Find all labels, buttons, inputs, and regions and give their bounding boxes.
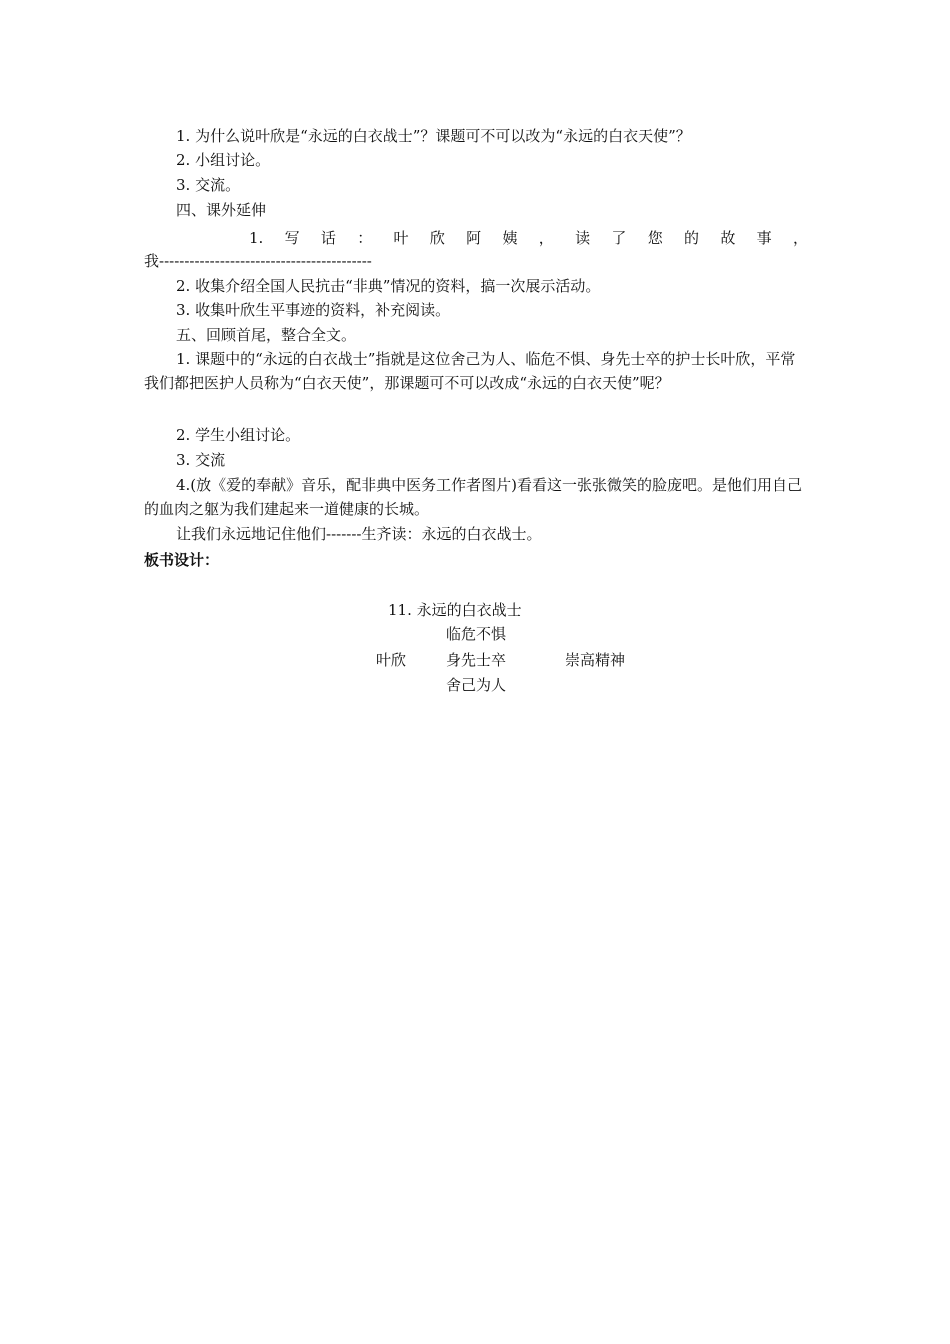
text-line-writing-prompt (249, 226, 808, 250)
text-line-group-discussion: 2. 小组讨论。 (176, 151, 271, 169)
prompt-char: ， (792, 229, 808, 247)
prompt-char: 读 (575, 229, 591, 247)
prompt-char: 您 (647, 229, 663, 247)
text-line-exchange-2: 3. 交流 (176, 451, 226, 469)
prompt-char: 话 (320, 229, 336, 247)
board-item-right: 崇高精神 (565, 651, 626, 669)
paragraph-title-discussion: 1. 课题中的“永远的白衣战士”指就是这位舍己为人、临危不惧、身先士卒的护士长叶欣，平常我们都把医护人员称为“白衣天使”，那课题可不可以改成“永远的白衣天使”呢？ (144, 350, 796, 392)
prompt-char: ： (357, 229, 373, 247)
prompt-char: ， (538, 229, 554, 247)
prompt-char: 1. (249, 229, 264, 247)
prompt-char: 事 (756, 229, 772, 247)
section-heading-review: 五、回顾首尾，整合全文。 (176, 326, 357, 344)
board-item-left: 叶欣 (376, 651, 407, 669)
prompt-char: 姨 (502, 229, 518, 247)
prompt-char: 了 (611, 229, 627, 247)
board-design-heading: 板书设计： (144, 551, 220, 569)
prompt-char: 写 (284, 229, 300, 247)
prompt-char: 故 (720, 229, 736, 247)
board-item-bottom: 舍己为人 (446, 676, 507, 694)
text-line-remember: 让我们永远地记住他们-------生齐读：永远的白衣战士。 (176, 525, 542, 543)
text-line-collect-biography: 3. 收集叶欣生平事迹的资料，补充阅读。 (176, 301, 451, 319)
board-item-top: 临危不惧 (446, 625, 507, 643)
prompt-char: 叶 (393, 229, 409, 247)
text-line-exchange: 3. 交流。 (176, 176, 241, 194)
board-item-middle: 身先士卒 (446, 651, 507, 669)
text-line-question: 1. 为什么说叶欣是“永远的白衣战士”？课题可不可以改为“永远的白衣天使”？ (176, 127, 691, 145)
prompt-char: 阿 (466, 229, 482, 247)
text-line-collect-materials: 2. 收集介绍全国人民抗击“非典”情况的资料，搞一次展示活动。 (176, 277, 601, 295)
board-title: 11. 永远的白衣战士 (388, 601, 522, 619)
text-line-student-discussion: 2. 学生小组讨论。 (176, 426, 301, 444)
prompt-char: 的 (684, 229, 700, 247)
paragraph-music-images: 4.(放《爱的奉献》音乐，配非典中医务工作者图片)看看这一张张微笑的脸庞吧。是他们用自己的血肉之躯为我们建起来一道健康的长城。 (144, 476, 803, 518)
text-line-writing-blank: 我------------------------------------------ (144, 252, 372, 270)
prompt-char: 欣 (429, 229, 445, 247)
section-heading-extension: 四、课外延伸 (176, 201, 267, 219)
